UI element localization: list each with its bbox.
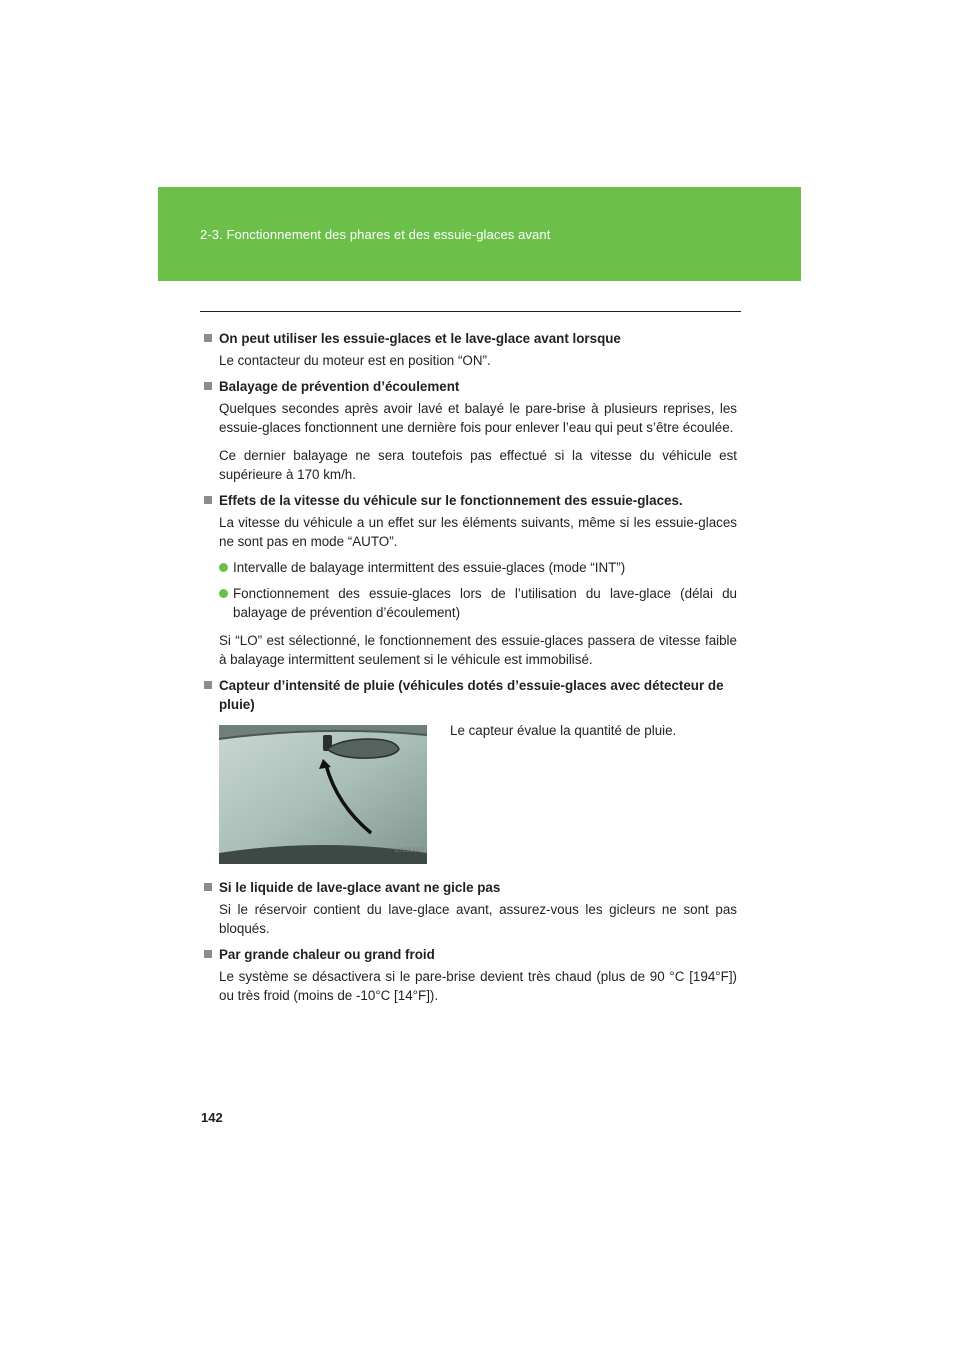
gray-square-icon: [204, 681, 212, 689]
green-dot-icon: [219, 563, 228, 572]
paragraph: La vitesse du véhicule a un effet sur les éléments suivants, même si les essuie-glaces ne sont pas en mode “AUTO”.: [219, 515, 737, 549]
page-number: 142: [201, 1110, 223, 1125]
section-heading: Si le liquide de lave-glace avant ne gicle pas: [203, 878, 737, 897]
section-rain-sensor: [203, 676, 737, 864]
figure-code: ILY23U007: [394, 848, 424, 854]
paragraph: Le contacteur du moteur est en position “ON”.: [219, 353, 491, 368]
paragraph: Si le réservoir contient du lave-glace avant, assurez-vous les gicleurs ne sont pas bloqués.: [219, 902, 737, 936]
paragraph: Quelques secondes après avoir lavé et balayé le pare-brise à plusieurs reprises, les essuie-glaces fonctionnent une dernière fois pour enlever l’eau qui peut s’être écoulée.: [219, 401, 737, 435]
paragraph: Le système se désactivera si le pare-brise devient très chaud (plus de 90 °C [194°F]) ou très froid (moins de -10°C [14°F]).: [219, 969, 737, 1003]
section-heading: Par grande chaleur ou grand froid: [203, 945, 737, 964]
gray-square-icon: [204, 382, 212, 390]
list-item: Fonctionnement des essuie-glaces lors de l’utilisation du lave-glace (délai du balayage de prévention d’écoulement): [219, 584, 737, 622]
section-vehicle-speed: [203, 491, 737, 669]
windshield-illustration: [219, 725, 427, 864]
list-item: Intervalle de balayage intermittent des essuie-glaces (mode “INT”): [219, 558, 737, 577]
figure-caption: Le capteur évalue la quantité de pluie.: [450, 723, 677, 738]
paragraph: Ce dernier balayage ne sera toutefois pas effectué si la vitesse du véhicule est supérieure à 170 km/h.: [219, 448, 737, 482]
section-heading: Capteur d’intensité de pluie (véhicules dotés d’essuie-glaces avec détecteur de pluie): [203, 676, 737, 714]
section-heading: On peut utiliser les essuie-glaces et le lave-glace avant lorsque: [203, 329, 737, 348]
section-drip-prevention: [203, 377, 737, 484]
paragraph: Si “LO” est sélectionné, le fonctionnement des essuie-glaces passera de vitesse faible à balayage intermittent seulement si le véhicule est immobilisé.: [219, 633, 737, 667]
figure-row: [219, 725, 737, 864]
section-heading: Effets de la vitesse du véhicule sur le fonctionnement des essuie-glaces.: [203, 491, 737, 510]
gray-square-icon: [204, 334, 212, 342]
gray-square-icon: [204, 950, 212, 958]
green-dot-icon: [219, 589, 228, 598]
section-title: 2-3. Fonctionnement des phares et des essuie-glaces avant: [200, 227, 551, 242]
section-heading: Balayage de prévention d’écoulement: [203, 377, 737, 396]
gray-square-icon: [204, 883, 212, 891]
section-conditions: [203, 329, 737, 370]
page-content: [203, 329, 737, 1012]
section-washer-fluid: [203, 878, 737, 938]
horizontal-rule: [200, 311, 741, 312]
section-temperature: [203, 945, 737, 1005]
header-band: [158, 187, 801, 281]
gray-square-icon: [204, 496, 212, 504]
